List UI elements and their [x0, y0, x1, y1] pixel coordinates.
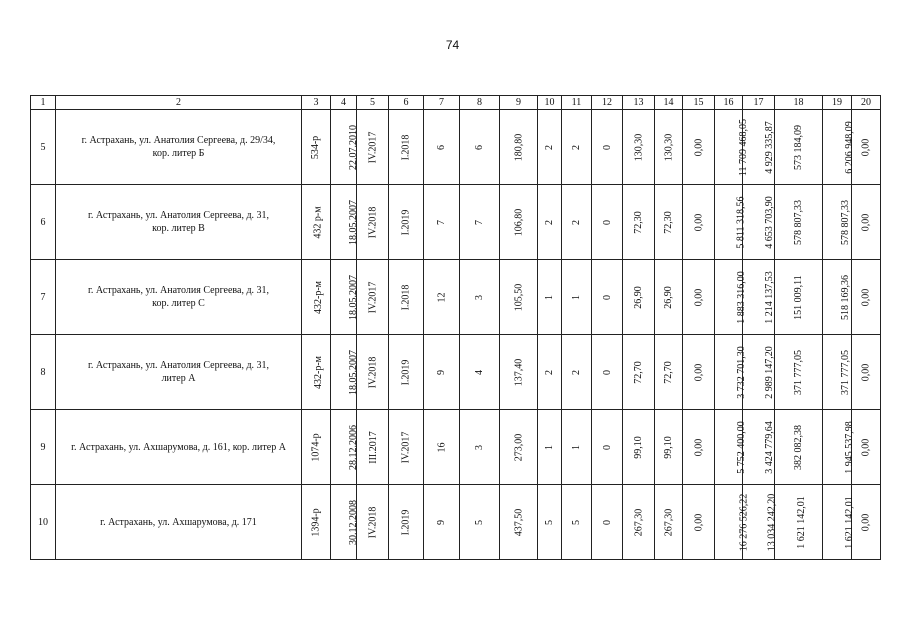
page-number: 74	[445, 38, 460, 52]
cell-value: 130,30	[663, 133, 675, 161]
cell-c11	[562, 410, 592, 485]
cell-c13	[623, 260, 655, 335]
cell-c12	[592, 185, 623, 260]
cell-c8	[460, 260, 500, 335]
cell-c17	[743, 185, 775, 260]
cell-value: 2 989 147,20	[763, 345, 775, 399]
cell-value: I.2019	[400, 209, 412, 235]
cell-c14	[655, 260, 683, 335]
cell-value: 9	[436, 519, 447, 525]
cell-value: 16	[436, 442, 447, 452]
column-header: 18	[775, 96, 823, 110]
address-cell	[56, 110, 302, 185]
cell-value: 18.05.2007	[348, 199, 359, 245]
address-cell	[56, 410, 302, 485]
cell-value: 28.12.2006	[348, 424, 359, 470]
cell-value: 1074-р	[310, 432, 322, 462]
cell-c16	[715, 185, 747, 260]
cell-value: 437,50	[513, 508, 524, 536]
cell-value: 13 034 242,20	[766, 493, 778, 551]
header-row	[31, 96, 881, 110]
cell-value: 578 807,33	[793, 199, 804, 245]
cell-c12	[592, 335, 623, 410]
cell-value: 1 621 142,01	[795, 495, 807, 549]
cell-c6	[389, 260, 424, 335]
column-header: 4	[331, 96, 357, 110]
cell-c4	[331, 335, 357, 410]
cell-c12	[592, 260, 623, 335]
cell-value: 0,00	[693, 363, 704, 381]
cell-c12	[592, 485, 623, 560]
cell-value: 7	[474, 219, 485, 225]
cell-value: 5 752 400,00	[735, 420, 747, 474]
cell-value: 7	[436, 219, 447, 225]
cell-c12	[592, 110, 623, 185]
cell-c9	[500, 335, 538, 410]
cell-value: IV.2018	[367, 506, 379, 538]
column-header: 10	[538, 96, 562, 110]
cell-c20	[852, 260, 881, 335]
address-line-2: кор. литер Б	[152, 148, 205, 159]
column-header: 14	[655, 96, 683, 110]
cell-value: I.2019	[400, 509, 412, 535]
cell-c20	[852, 110, 881, 185]
cell-c3	[302, 410, 331, 485]
cell-value: 6 206 948,09	[843, 120, 855, 174]
cell-value: 2	[544, 219, 555, 225]
table-row	[31, 410, 881, 485]
cell-value: 0	[601, 369, 613, 375]
cell-c15	[683, 485, 715, 560]
cell-c10	[538, 335, 562, 410]
cell-c18	[775, 110, 823, 185]
cell-c7	[424, 335, 460, 410]
cell-value: 72,70	[633, 360, 644, 384]
address-line-1: г. Астрахань, ул. Ахшарумова, д. 171	[100, 516, 257, 528]
cell-value: IV.2018	[367, 206, 379, 238]
address-cell	[56, 260, 302, 335]
column-header: 19	[823, 96, 852, 110]
cell-c13	[623, 185, 655, 260]
cell-value: 11 709 468,05	[738, 118, 750, 176]
cell-value: 0,00	[693, 513, 704, 531]
cell-value: 1	[544, 294, 555, 300]
row-number: 9	[31, 410, 56, 485]
row-number: 5	[31, 110, 56, 185]
cell-value: 432 р-м	[312, 205, 324, 239]
cell-value: 0	[601, 144, 613, 150]
cell-value: 273,00	[513, 433, 524, 461]
cell-c18	[775, 335, 823, 410]
cell-c16	[715, 260, 747, 335]
row-number: 10	[31, 485, 56, 560]
cell-c3	[302, 260, 331, 335]
address-line-2: литер А	[161, 373, 196, 384]
cell-c20	[852, 485, 881, 560]
cell-c12	[592, 410, 623, 485]
cell-c6	[389, 410, 424, 485]
address-line-1: г. Астрахань, ул. Анатолия Сергеева, д. 31,	[87, 285, 270, 296]
cell-value: 0,00	[860, 138, 872, 156]
cell-c13	[623, 335, 655, 410]
cell-value: 0	[601, 519, 613, 525]
column-header: 7	[424, 96, 460, 110]
cell-value: 1	[571, 294, 582, 300]
cell-c19	[823, 335, 852, 410]
cell-value: III.2017	[367, 430, 379, 464]
cell-c6	[389, 185, 424, 260]
cell-c5	[357, 110, 389, 185]
cell-c16	[715, 335, 747, 410]
cell-value: 267,30	[633, 508, 644, 536]
cell-c11	[562, 260, 592, 335]
cell-value: 3	[474, 444, 485, 450]
cell-c7	[424, 260, 460, 335]
address-line-1: г. Астрахань, ул. Анатолия Сергеева, д. 31,	[87, 210, 270, 221]
cell-c13	[623, 110, 655, 185]
cell-c6	[389, 335, 424, 410]
cell-c19	[823, 185, 852, 260]
column-header: 2	[56, 96, 302, 110]
cell-c8	[460, 410, 500, 485]
cell-value: 267,30	[663, 508, 675, 536]
cell-c11	[562, 485, 592, 560]
data-table	[30, 95, 881, 560]
address-cell	[56, 485, 302, 560]
cell-value: 432-р-м	[313, 280, 324, 314]
cell-c3	[302, 335, 331, 410]
cell-value: IV.2017	[400, 431, 412, 463]
cell-value: 18.05.2007	[348, 274, 359, 320]
cell-value: IV.2018	[367, 356, 379, 388]
cell-c17	[743, 260, 775, 335]
cell-c15	[683, 410, 715, 485]
cell-c18	[775, 185, 823, 260]
table-row	[31, 335, 881, 410]
cell-c6	[389, 485, 424, 560]
cell-value: 6	[474, 144, 485, 150]
cell-c6	[389, 110, 424, 185]
cell-value: 2	[571, 219, 582, 225]
table-row	[31, 485, 881, 560]
address-line-1: г. Астрахань, ул. Анатолия Сергеева, д. 31,	[87, 360, 270, 371]
cell-value: 3 424 779,64	[763, 420, 775, 474]
cell-c4	[331, 410, 357, 485]
cell-c7	[424, 185, 460, 260]
cell-c14	[655, 410, 683, 485]
cell-value: 371 777,05	[793, 349, 804, 395]
cell-c19	[823, 485, 855, 560]
cell-value: 0,00	[693, 438, 704, 456]
cell-c3	[302, 185, 331, 260]
cell-c8	[460, 185, 500, 260]
column-header: 11	[562, 96, 592, 110]
cell-value: 12	[436, 292, 447, 302]
cell-c8	[460, 110, 500, 185]
cell-c9	[500, 185, 538, 260]
column-header: 16	[715, 96, 743, 110]
column-header: 1	[31, 96, 56, 110]
cell-value: I.2019	[400, 359, 412, 385]
cell-value: 72,30	[633, 210, 644, 234]
cell-c19	[823, 110, 855, 185]
cell-value: 72,30	[663, 210, 674, 234]
cell-c9	[500, 410, 538, 485]
cell-c17	[743, 410, 775, 485]
row-number: 6	[31, 185, 56, 260]
column-header: 5	[357, 96, 389, 110]
cell-value: 382 082,38	[793, 424, 804, 470]
cell-c7	[424, 110, 460, 185]
cell-value: 180,80	[513, 133, 524, 161]
cell-value: 22.07.2010	[348, 124, 359, 170]
cell-c16	[715, 110, 750, 185]
cell-value: 573 184,09	[793, 124, 804, 170]
cell-c10	[538, 185, 562, 260]
cell-c7	[424, 485, 460, 560]
table-row	[31, 260, 881, 335]
cell-value: I.2018	[400, 134, 412, 160]
address-cell	[56, 335, 302, 410]
address-line-2: кор. литер С	[152, 298, 205, 309]
cell-value: 9	[436, 369, 447, 375]
table-row	[31, 185, 881, 260]
cell-value: 105,50	[513, 283, 524, 311]
cell-value: 578 807,33	[840, 199, 851, 245]
cell-value: 1	[544, 444, 555, 450]
cell-value: 1 945 537,98	[843, 420, 855, 474]
cell-value: 5	[474, 519, 485, 525]
cell-c4	[331, 185, 357, 260]
cell-c18	[775, 410, 823, 485]
cell-c9	[500, 260, 538, 335]
cell-c7	[424, 410, 460, 485]
table-row	[31, 110, 881, 185]
cell-value: 1	[571, 444, 582, 450]
cell-value: 4 929 335,87	[763, 120, 775, 174]
cell-c13	[623, 410, 655, 485]
cell-c13	[623, 485, 655, 560]
cell-c3	[302, 485, 331, 560]
cell-value: 0,00	[860, 438, 872, 456]
cell-value: 26,90	[633, 285, 644, 309]
cell-value: 151 009,11	[792, 274, 804, 320]
address-line-1: г. Астрахань, ул. Анатолия Сергеева, д. 29/34,	[81, 135, 276, 146]
row-number: 7	[31, 260, 56, 335]
cell-value: 2	[544, 369, 555, 375]
cell-c10	[538, 485, 562, 560]
cell-value: 0,00	[860, 213, 872, 231]
cell-c20	[852, 410, 881, 485]
cell-c4	[331, 485, 357, 560]
cell-c15	[683, 260, 715, 335]
cell-value: I.2018	[400, 284, 412, 310]
cell-value: IV.2017	[367, 131, 379, 163]
cell-c14	[655, 335, 683, 410]
cell-value: 0	[601, 444, 613, 450]
cell-value: 2	[571, 144, 582, 150]
cell-c8	[460, 335, 500, 410]
cell-value: 2	[544, 144, 555, 150]
cell-value: 4 653 703,90	[763, 195, 775, 249]
cell-value: 4	[474, 369, 485, 375]
column-header: 8	[460, 96, 500, 110]
cell-value: 534-р	[310, 135, 322, 159]
cell-value: 130,30	[633, 133, 644, 161]
cell-value: 0	[601, 219, 613, 225]
cell-c20	[852, 185, 881, 260]
cell-c10	[538, 110, 562, 185]
cell-value: 0,00	[860, 513, 872, 531]
cell-value: 18.05.2007	[348, 349, 359, 395]
cell-c10	[538, 260, 562, 335]
cell-value: 137,40	[513, 358, 524, 386]
column-header: 13	[623, 96, 655, 110]
cell-c15	[683, 110, 715, 185]
cell-c18	[775, 260, 823, 335]
cell-c19	[823, 260, 852, 335]
cell-value: 1394-р	[310, 507, 322, 537]
column-header: 20	[852, 96, 881, 110]
cell-value: 16 276 526,22	[738, 493, 750, 551]
cell-c10	[538, 410, 562, 485]
cell-c5	[357, 410, 389, 485]
cell-c9	[500, 110, 538, 185]
cell-value: 2	[571, 369, 582, 375]
cell-c4	[331, 260, 357, 335]
address-cell	[56, 185, 302, 260]
cell-value: 1 621 142,01	[843, 495, 855, 549]
cell-value: 6	[436, 144, 447, 150]
cell-value: 99,10	[633, 435, 644, 459]
column-header: 15	[683, 96, 715, 110]
cell-value: 0,00	[860, 288, 872, 306]
cell-value: 3	[474, 294, 485, 300]
cell-c15	[683, 185, 715, 260]
column-header: 9	[500, 96, 538, 110]
cell-c5	[357, 335, 389, 410]
cell-value: 371 777,05	[840, 349, 851, 395]
cell-value: 0	[601, 294, 613, 300]
column-header: 12	[592, 96, 623, 110]
cell-value: 3 732 701,30	[735, 345, 747, 399]
cell-value: 1 883 316,00	[735, 270, 747, 324]
cell-value: IV.2017	[367, 281, 379, 313]
column-header: 17	[743, 96, 775, 110]
cell-c19	[823, 410, 855, 485]
cell-c11	[562, 335, 592, 410]
cell-c5	[357, 260, 389, 335]
cell-value: 72,70	[663, 360, 674, 384]
cell-value: 30.12.2008	[348, 499, 359, 545]
cell-value: 5	[571, 519, 582, 525]
cell-c18	[775, 485, 823, 560]
cell-value: 0,00	[693, 213, 704, 231]
cell-c9	[500, 485, 538, 560]
cell-value: 26,90	[663, 285, 674, 309]
cell-c5	[357, 185, 389, 260]
cell-value: 5	[544, 519, 555, 525]
cell-c16	[715, 485, 750, 560]
address-line-1: г. Астрахань, ул. Ахшарумова, д. 161, кор. литер А	[71, 441, 286, 453]
cell-c3	[302, 110, 331, 185]
cell-c11	[562, 185, 592, 260]
cell-value: 106,80	[513, 208, 524, 236]
cell-value: 0,00	[860, 363, 872, 381]
cell-c15	[683, 335, 715, 410]
cell-c14	[655, 110, 683, 185]
cell-value: 0,00	[693, 288, 704, 306]
cell-c4	[331, 110, 357, 185]
cell-value: 99,10	[663, 435, 674, 459]
cell-c5	[357, 485, 389, 560]
cell-value: 0,00	[693, 138, 704, 156]
row-number: 8	[31, 335, 56, 410]
cell-c20	[852, 335, 881, 410]
cell-c8	[460, 485, 500, 560]
cell-c17	[743, 335, 775, 410]
address-line-2: кор. литер В	[152, 223, 205, 234]
cell-c16	[715, 410, 747, 485]
column-header: 3	[302, 96, 331, 110]
cell-c14	[655, 485, 683, 560]
cell-value: 5 811 318,56	[735, 195, 747, 249]
cell-value: 518 169,36	[840, 274, 851, 320]
cell-value: 432-р-м	[313, 355, 324, 389]
cell-value: 1 214 137,53	[763, 270, 775, 324]
cell-c11	[562, 110, 592, 185]
column-header: 6	[389, 96, 424, 110]
cell-c14	[655, 185, 683, 260]
